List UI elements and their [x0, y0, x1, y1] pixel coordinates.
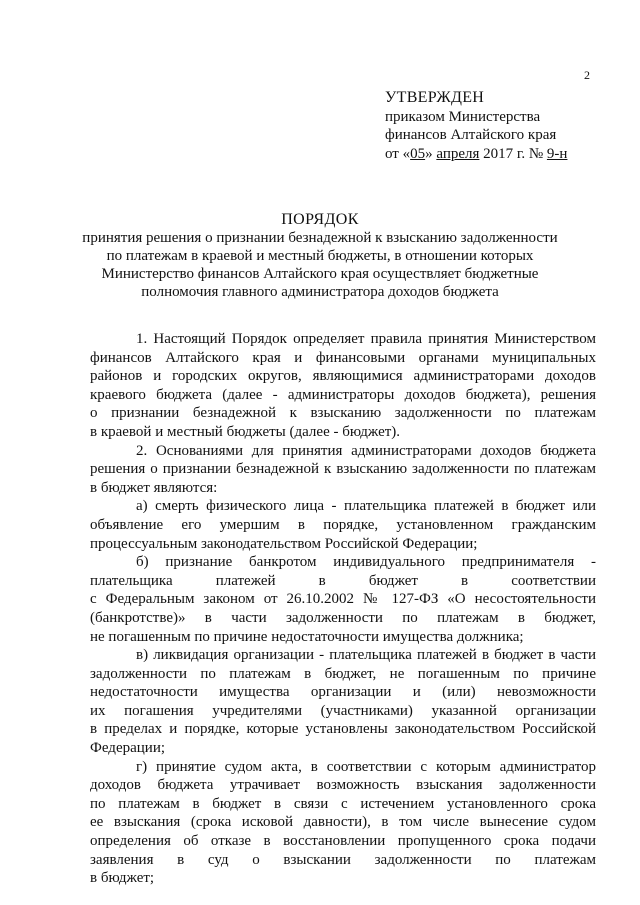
text-line: процессуальным законодательством Российской Федерации;: [90, 535, 478, 552]
text-line: а) смерть физического лица - плательщика платежей в бюджет или: [136, 498, 596, 515]
text-line: объявление его умершим в порядке, установленном гражданским: [90, 516, 596, 533]
text-line: (банкротстве)» в части задолженности по платежам в бюджет,: [90, 609, 596, 626]
text-line: краевого бюджета (далее - администраторы доходов бюджета), решения: [90, 386, 596, 403]
subparagraph-a: [90, 497, 596, 553]
subtitle-line: полномочия главного администратора доходов бюджета: [141, 284, 499, 300]
text-line: недостаточности имущества организации и (или) невозможности: [90, 684, 596, 701]
paragraph-2: [90, 442, 596, 498]
text-line: в краевой и местный бюджеты (далее - бюджет).: [90, 423, 401, 440]
document-subtitle: [0, 229, 640, 301]
text-line: в) ликвидация организации - плательщика платежей в бюджет в части: [136, 647, 596, 664]
text-line: заявления в суд о взыскании задолженности по платежам: [90, 851, 596, 868]
paragraph-1: [90, 330, 596, 442]
document-body: [90, 330, 596, 888]
text-line: определения об отказе в восстановлении пропущенного срока подачи: [90, 833, 596, 850]
subtitle-line: по платежам в краевой и местный бюджеты, в отношении которых: [106, 248, 534, 264]
text-line: в бюджет являются:: [90, 479, 218, 496]
text-line: финансов Алтайского края и финансовыми органами муниципальных: [90, 349, 596, 366]
text-line: доходов бюджета утрачивает возможность взыскания задолженности: [90, 777, 596, 794]
text-line: задолженности по платежам в бюджет, не погашенным по причине: [90, 665, 596, 682]
text-line: плательщика платежей в бюджет в соответствии: [90, 572, 596, 589]
approval-date-line: [385, 145, 625, 164]
text-line: в пределах и порядке, которые установлены законодательством Российской: [90, 721, 596, 738]
text-line: по платежам в бюджет в связи с истечением установленного срока: [90, 795, 596, 812]
text-line: б) признание банкротом индивидуального предпринимателя -: [136, 554, 596, 571]
text-line: районов и городских округов, являющимися администраторами доходов: [90, 368, 596, 385]
date-mid: »: [425, 145, 437, 162]
document-title: ПОРЯДОК: [281, 211, 359, 228]
page-number: 2: [584, 68, 590, 82]
approval-line-2: финансов Алтайского края: [385, 127, 557, 143]
order-number: 9-н: [546, 145, 568, 162]
date-year: 2017 г. №: [479, 145, 547, 162]
date-prefix: от «: [385, 145, 411, 162]
approval-stamp: [385, 89, 625, 163]
text-line: Федерации;: [90, 740, 166, 757]
text-line: г) принятие судом акта, в соответствии с которым администратор: [136, 758, 596, 775]
text-line: решения о признании безнадежной к взысканию задолженности по платежам: [90, 461, 596, 478]
text-line: с Федеральным законом от 26.10.2002 № 127-ФЗ «О несостоятельности: [90, 591, 596, 608]
text-line: о признании безнадежной к взысканию задолженности по платежам: [90, 405, 596, 422]
text-line: 2. Основаниями для принятия администраторами доходов бюджета: [136, 442, 596, 459]
text-line: в бюджет;: [90, 870, 155, 887]
approval-title: УТВЕРЖДЕН: [385, 89, 485, 106]
subparagraph-b: [90, 553, 596, 646]
subparagraph-v: [90, 646, 596, 758]
date-month: апреля: [436, 145, 480, 162]
text-line: ее взыскания (срока исковой давности), в том числе вынесение судом: [90, 814, 596, 831]
date-day: 05: [410, 145, 426, 162]
text-line: 1. Настоящий Порядок определяет правила принятия Министерством: [136, 331, 596, 347]
approval-line-1: приказом Министерства: [385, 108, 541, 125]
text-line: не погашенным по причине недостаточности имущества должника;: [90, 628, 524, 645]
document-heading: [0, 211, 640, 301]
subparagraph-g: [90, 758, 596, 888]
subtitle-line: Министерство финансов Алтайского края осуществляет бюджетные: [101, 266, 539, 282]
subtitle-line: принятия решения о признании безнадежной к взысканию задолженности: [82, 230, 558, 246]
text-line: их погашения учредителями (участниками) указанной организации: [90, 702, 596, 719]
